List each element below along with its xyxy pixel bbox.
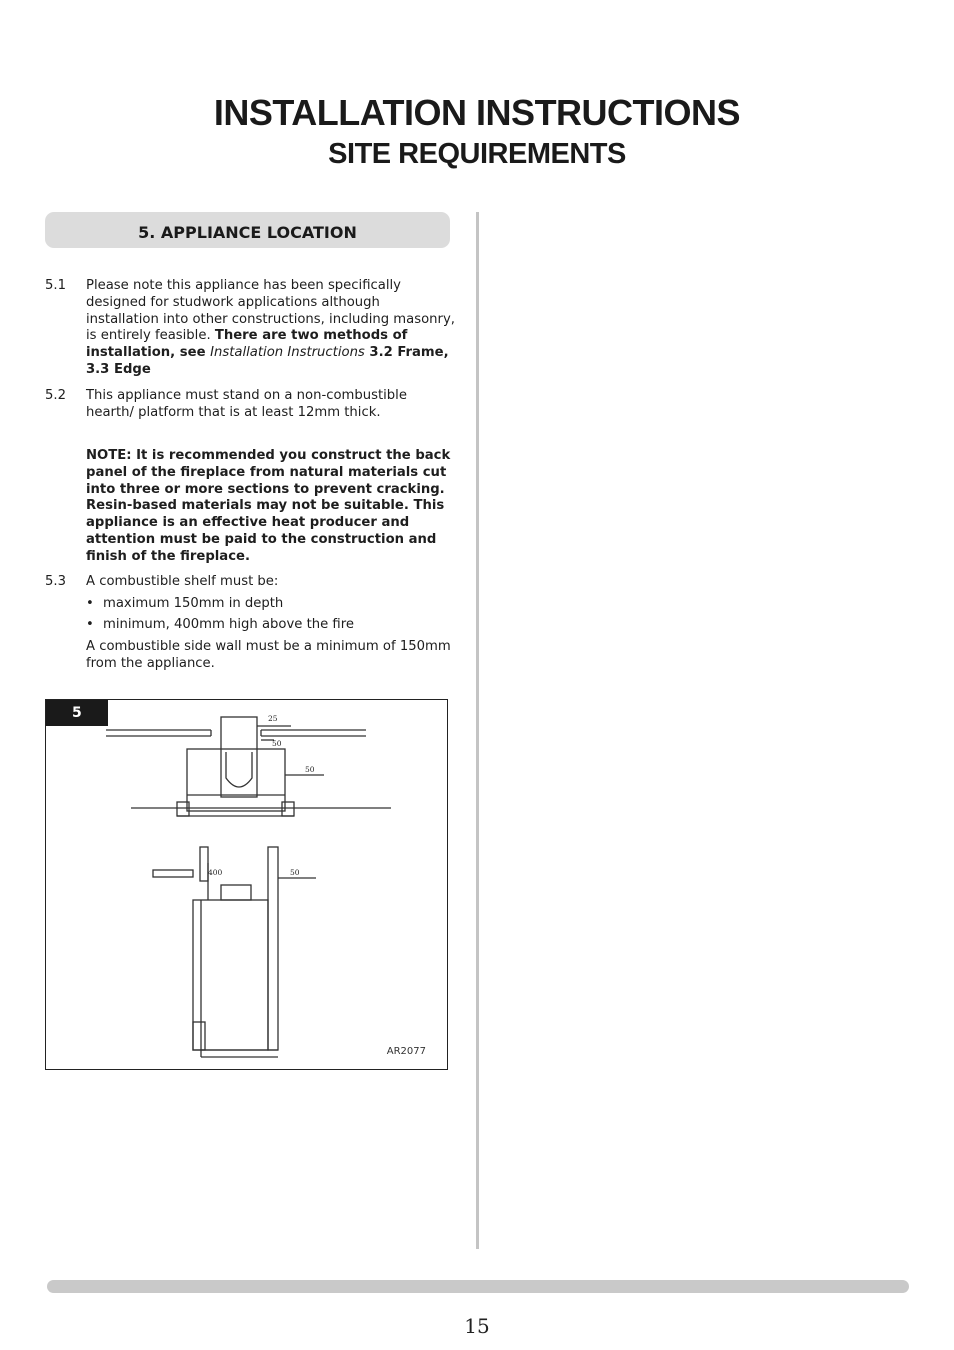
section-heading: 5. APPLIANCE LOCATION — [138, 223, 357, 242]
figure-code: AR2077 — [386, 1046, 426, 1057]
dimension-400: 400 — [208, 868, 223, 877]
dimension-25: 25 — [268, 714, 278, 723]
figure-number: 5 — [46, 700, 108, 726]
plan-view — [106, 717, 391, 816]
list-item-text: maximum 150mm in depth — [103, 596, 284, 611]
figure-5 — [45, 699, 448, 1070]
paragraph-5-3 — [45, 574, 455, 591]
list-item — [86, 617, 354, 634]
dimension-50-wall: 50 — [290, 868, 300, 877]
dimension-50-side: 50 — [305, 765, 315, 774]
paragraph-bold-text: There are two methods of installation, see — [86, 328, 408, 361]
dimension-50: 50 — [272, 739, 282, 748]
paragraph-body: A combustible shelf must be: — [86, 574, 279, 589]
bullet-icon: • — [86, 617, 94, 632]
side-view — [153, 847, 316, 1057]
paragraph-italic-text: Installation Instructions — [210, 345, 365, 361]
paragraph-bold-ref: 3.2 Frame, 3.3 Edge — [86, 345, 449, 377]
page-subtitle: SITE REQUIREMENTS — [328, 138, 626, 170]
side-dimension-labels — [208, 868, 300, 877]
paragraph-body: This appliance must stand on a non-combustible hearth/ platform that is at least 12mm thick. — [86, 388, 407, 420]
footer-bar — [47, 1280, 909, 1293]
paragraph-5-1 — [45, 278, 455, 379]
list-item — [86, 596, 283, 613]
page-title: INSTALLATION INSTRUCTIONS — [213, 92, 741, 133]
page-number: 15 — [464, 1314, 490, 1338]
section-header — [45, 212, 450, 248]
list-item-text: minimum, 400mm high above the fire — [103, 617, 354, 632]
installation-diagram — [46, 700, 446, 1068]
paragraph-number: 5.2 — [45, 388, 66, 403]
column-divider — [476, 212, 479, 1249]
paragraph-body — [86, 278, 455, 379]
paragraph-text: Please note this appliance has been specifically designed for studwork applications although installation into other constructions, including masonry, is entirely feasible. — [86, 278, 455, 344]
paragraph-5-2 — [45, 388, 455, 422]
paragraph-number: 5.1 — [45, 278, 66, 293]
plan-dimension-labels — [268, 714, 315, 774]
bullet-icon: • — [86, 596, 94, 611]
paragraph-after-list: A combustible side wall must be a minimum of 150mm from the appliance. — [86, 639, 451, 671]
note-text: NOTE: It is recommended you construct the back panel of the fireplace from natural materials cut into three or more sections to prevent cracking. Resin-based materials may not be suitable. This appliance is an effective heat producer and attention must be paid to the construction and finish of the fireplace. — [86, 448, 451, 564]
paragraph-number: 5.3 — [45, 574, 66, 589]
